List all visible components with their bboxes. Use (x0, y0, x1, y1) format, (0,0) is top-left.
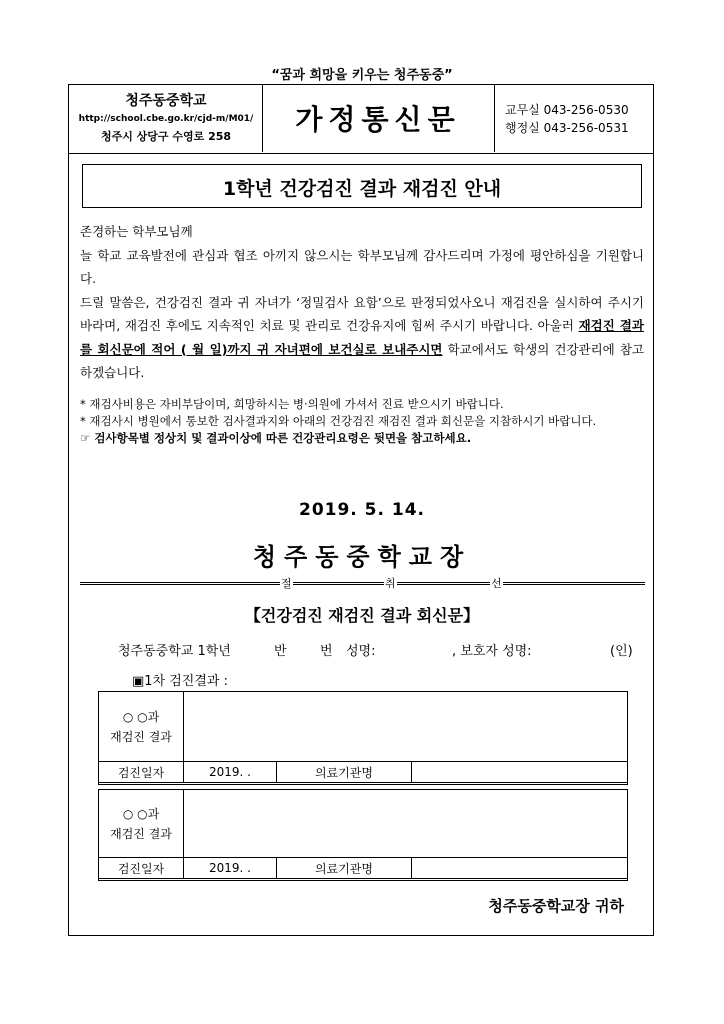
note-item: * 재검사시 병원에서 통보한 검사결과지와 아래의 건강검진 재검진 결과 회신문을 지참하시기 바랍니다. (80, 414, 597, 428)
reply-guardian-label: , 보호자 성명: (452, 644, 532, 659)
school-block (72, 90, 260, 144)
dept-line: 재검진 결과 (110, 729, 172, 744)
reply-title: 【건강검진 재검진 결과 회신문】 (244, 606, 480, 625)
result-entry-field[interactable] (184, 692, 628, 762)
phone-office: 교무실 043-256-0530 (505, 103, 629, 117)
principal-signature: 청주동중학교장 (252, 543, 472, 571)
result-entry-field[interactable] (184, 790, 628, 858)
letter-body (80, 220, 644, 385)
note-item: ☞ 검사항목별 정상치 및 결과이상에 따른 건강관리요령은 뒷면을 참고하세요. (80, 431, 472, 445)
dept-cell (99, 790, 184, 858)
closing-addressee: 청주동중학교장 귀하 (488, 897, 624, 915)
greeting: 존경하는 학부모님께 (80, 224, 193, 239)
cut-label: 취 (385, 577, 396, 590)
notice-title: 1학년 건강검진 결과 재검진 안내 (222, 178, 502, 200)
cut-label: 절 (281, 577, 292, 590)
school-name: 청주동중학교 (125, 93, 207, 109)
dept-cell (99, 692, 184, 762)
issue-date: 2019. 5. 14. (298, 500, 425, 520)
first-result-label: ▣1차 검진결과 : (132, 674, 228, 689)
hospital-field[interactable] (412, 762, 628, 783)
header-divider-right (494, 85, 495, 152)
note-item: * 재검사비용은 자비부담이며, 희망하시는 병‧의원에 가셔서 진료 받으시기 바랍니다. (80, 397, 504, 411)
notes-list (80, 396, 648, 447)
dept-line: ○ ○과 (122, 806, 160, 821)
paragraph-2-part-b: 학교에서도 학생의 건강관리에 참고 하겠습니다. (80, 341, 644, 380)
result-table-1 (98, 691, 628, 783)
reply-number-label: 번 (320, 644, 333, 659)
date-label: 검진일자 (99, 858, 184, 879)
date-label: 검진일자 (99, 762, 184, 783)
dept-line: ○ ○과 (122, 709, 160, 724)
phone-admin: 행정실 043-256-0531 (505, 121, 629, 135)
date-value-field[interactable]: 2019. . (184, 858, 277, 879)
paragraph-1: 늘 학교 교육발전에 관심과 협조 아끼지 않으시는 학부모님께 감사드리며 가정에 평안하심을 기원합니다. (80, 247, 644, 286)
hospital-label: 의료기관명 (277, 858, 412, 879)
hospital-field[interactable] (412, 858, 628, 879)
school-address: 청주시 상당구 수영로 258 (100, 130, 232, 143)
reply-class-label: 반 (274, 644, 287, 659)
motto: “꿈과 희망을 키우는 청주동중” (271, 68, 453, 83)
dept-line: 재검진 결과 (110, 826, 172, 841)
paragraph-2 (80, 291, 644, 385)
date-value-field[interactable]: 2019. . (184, 762, 277, 783)
reply-seal: (인) (610, 644, 633, 659)
reply-school: 청주동중학교 1학년 (118, 644, 231, 659)
reply-name-label: 성명: (346, 644, 376, 659)
hospital-label: 의료기관명 (277, 762, 412, 783)
paragraph-2-part-a: 드릴 말씀은, 건강검진 결과 귀 자녀가 ‘정밀검사 요함’으로 판정되었사오니 재검진을 실시하여 주시기 바라며, 재검진 후에도 지속적인 치료 및 관리로 건강유지에 힘써 주시기 바랍니다. 아울러 (80, 294, 644, 333)
cut-label: 선 (491, 577, 502, 590)
return-instructions: 재검진 결과를 회신문에 적어 ( 월 일)까지 귀 자녀편에 보건실로 보내주시면 (80, 318, 644, 357)
school-url: http://school.cbe.go.kr/cjd-m/M01/ (78, 114, 254, 124)
phone-numbers (505, 101, 629, 137)
cut-line (80, 582, 645, 585)
newsletter-title: 가정통신문 (295, 103, 461, 136)
result-table-2 (98, 789, 628, 879)
